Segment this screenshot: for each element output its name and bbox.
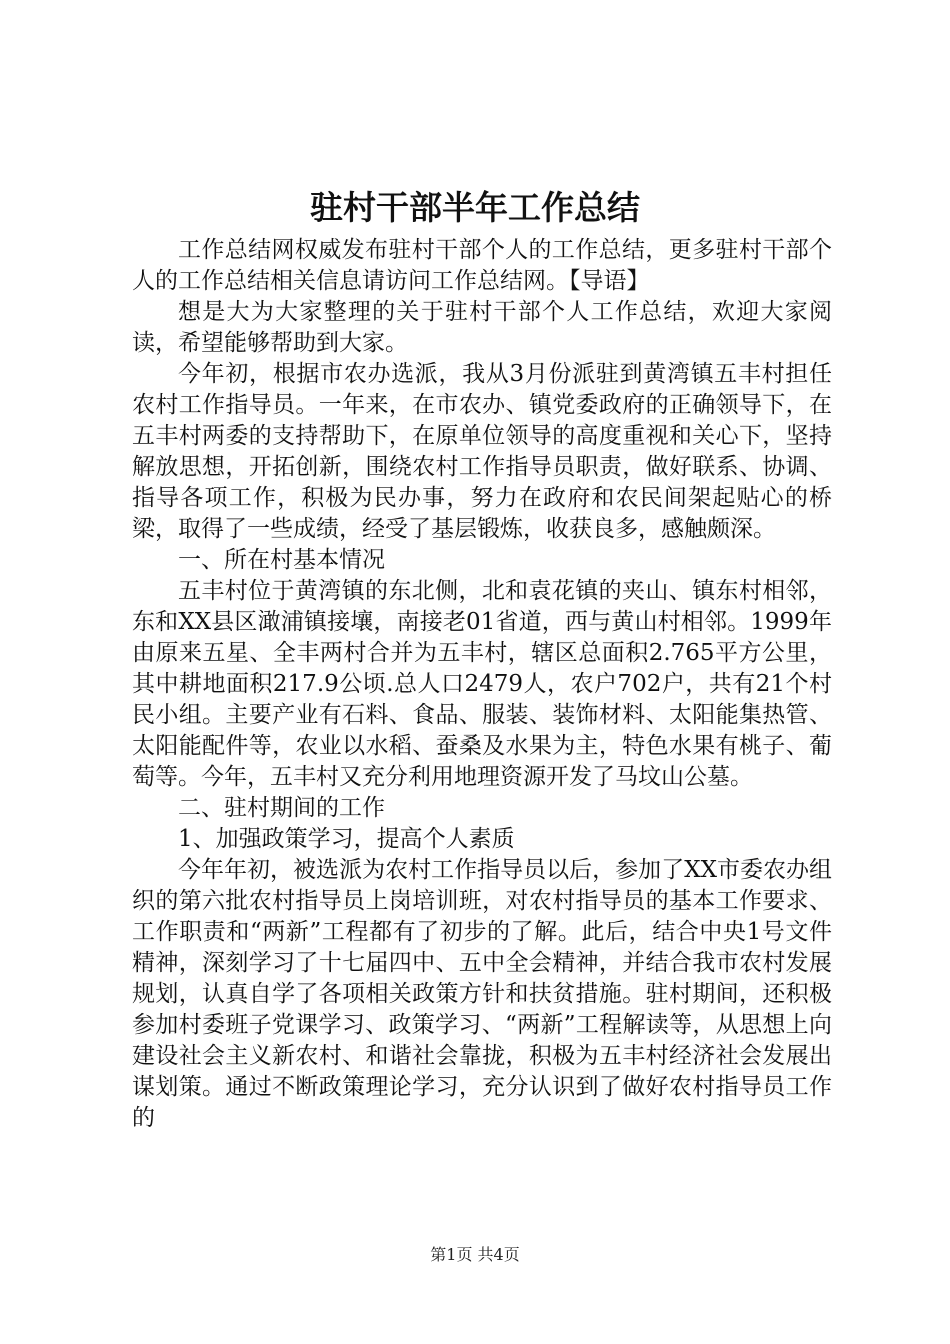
paragraph-guide: 想是大为大家整理的关于驻村干部个人工作总结，欢迎大家阅读，希望能够帮助到大家。 — [132, 299, 832, 356]
paragraph-policy-study: 今年年初，被选派为农村工作指导员以后，参加了XX市委农办组织的第六批农村指导员上岗培训班，对农村指导员的基本工作要求、工作职责和“两新”工程都有了初步的了解。此后，结合中央1号文件精神，深刻学习了十七届四中、五中全会精神，并结合我市农村发展规划，认真自学了各项相关政策方针和扶贫措施。驻村期间，还积极参加村委班子党课学习、政策学习、“两新”工程解读等，从思想上向建设社会主义新农村、和谐社会靠拢，积极为五丰村经济社会发展出谋划策。通过不断政策理论学习，充分认识到了做好农村指导员工作的 — [132, 857, 832, 1131]
document-title: 驻村干部半年工作总结 — [310, 188, 640, 227]
paragraph-village-info: 五丰村位于黄湾镇的东北侧，北和袁花镇的夹山、镇东村相邻，东和XX县区澉浦镇接壤，南接老01省道，西与黄山村相邻。1999年由原来五星、全丰两村合并为五丰村，辖区总面积2.765平方公里，其中耕地面积217.9公顷.总人口2479人，农户702户，共有21个村民小组。主要产业有石料、食品、服装、装饰材料、太阳能集热管、太阳能配件等，农业以水稻、蚕桑及水果为主，特色水果有桃子、葡萄等。今年，五丰村又充分利用地理资源开发了马坟山公墓。 — [132, 578, 832, 790]
paragraph-overview: 今年初，根据市农办选派，我从3月份派驻到黄湾镇五丰村担任农村工作指导员。一年来，在市农办、镇党委政府的正确领导下，在五丰村两委的支持帮助下，在原单位领导的高度重视和关心下，坚持解放思想，开拓创新，围绕农村工作指导员职责，做好联系、协调、指导各项工作，积极为民办事，努力在政府和农民间架起贴心的桥梁，取得了一些成绩，经受了基层锻炼，收获良多，感触颇深。 — [132, 361, 832, 542]
paragraph-intro: 工作总结网权威发布驻村干部个人的工作总结，更多驻村干部个人的工作总结相关信息请访问工作总结网。【导语】 — [132, 237, 832, 294]
document-body — [132, 235, 832, 1134]
page-number: 第1页 共4页 — [430, 1245, 520, 1264]
section-heading-work: 二、驻村期间的工作 — [178, 795, 385, 821]
section-heading-village-info: 一、所在村基本情况 — [178, 547, 385, 573]
subsection-heading-policy-study: 1、加强政策学习，提高个人素质 — [178, 826, 515, 852]
